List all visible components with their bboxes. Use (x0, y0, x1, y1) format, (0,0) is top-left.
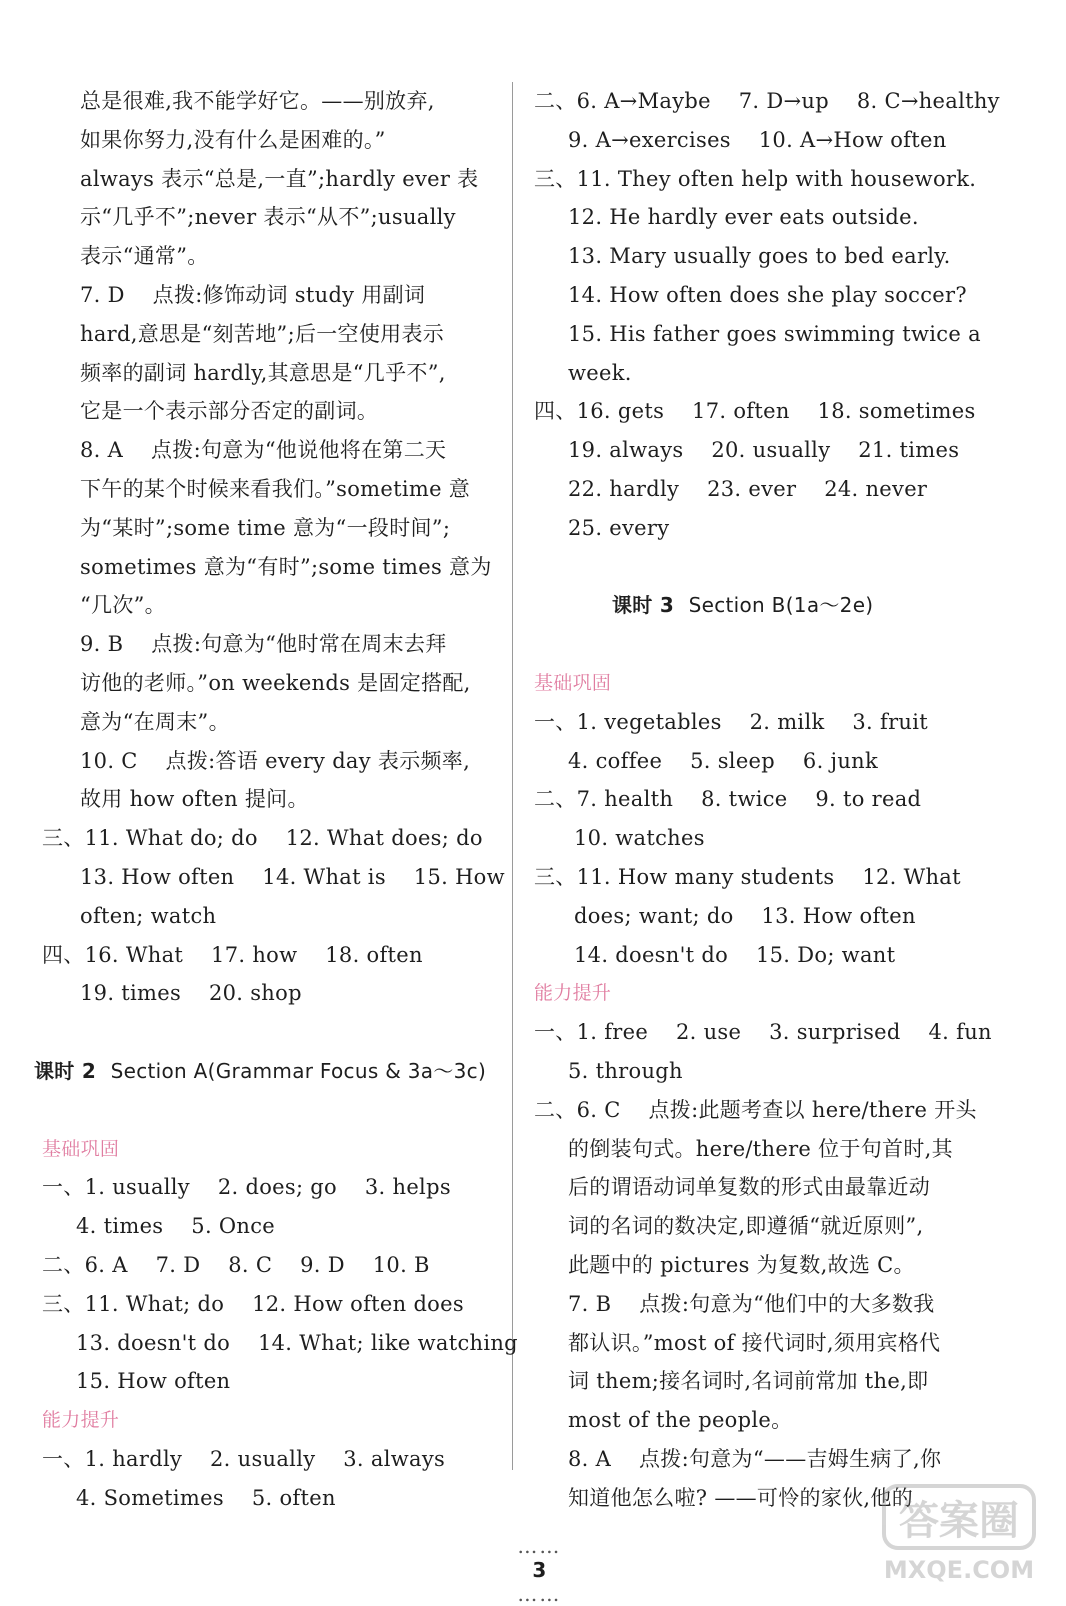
answer-line: 一、1. free 2. use 3. surprised 4. fun (534, 1020, 992, 1045)
answer-line: always 表示“总是,一直”;hardly ever 表 (80, 166, 479, 191)
answer-line: 10. watches (574, 826, 705, 851)
lesson-section: Section B(1a～2e) (688, 593, 874, 618)
footer-dots-left: …… (517, 1534, 562, 1558)
answer-line: most of the people。 (568, 1408, 793, 1433)
answer-line: 故用 how often 提问。 (80, 787, 309, 812)
answer-line: 二、6. A 7. D 8. C 9. D 10. B (42, 1253, 430, 1277)
answer-line: 如果你努力,没有什么是困难的。” (80, 127, 386, 152)
section-subheading: 能力提升 (534, 982, 612, 1005)
answer-line: sometimes 意为“有时”;some times 意为 (80, 554, 492, 579)
answer-line: 此题中的 pictures 为复数,故选 C。 (568, 1253, 915, 1277)
answer-line: hard,意思是“刻苦地”;后一空使用表示 (80, 321, 445, 346)
answer-line: 为“某时”;some time 意为“一段时间”; (80, 515, 451, 540)
section-subheading: 基础巩固 (534, 672, 612, 694)
answer-line: 三、11. What; do 12. How often does (42, 1291, 464, 1316)
answer-line: 示“几乎不”;never 表示“从不”;usually (80, 205, 456, 230)
answer-line: 都认识。”most of 接代词时,须用宾格代 (568, 1330, 941, 1355)
answer-line: 三、11. What do; do 12. What does; do (42, 826, 483, 851)
answer-line: 一、1. usually 2. does; go 3. helps (42, 1175, 451, 1200)
answer-line: 下午的某个时候来看我们。”sometime 意 (80, 477, 471, 501)
answer-line: 二、6. C 点拨:此题考查以 here/there 开头 (534, 1097, 977, 1122)
answer-line: 15. How often (76, 1369, 231, 1394)
section-subheading: 基础巩固 (42, 1137, 120, 1160)
answer-line: 二、6. A→Maybe 7. D→up 8. C→healthy (534, 89, 1000, 113)
answer-line: 四、16. gets 17. often 18. sometimes (534, 399, 976, 424)
watermark-bottom-text: MXQE.COM (883, 1556, 1035, 1584)
answer-line: 二、7. health 8. twice 9. to read (534, 787, 922, 812)
answer-line: 它是一个表示部分否定的副词。 (80, 399, 379, 424)
answer-line: 一、1. hardly 2. usually 3. always (42, 1447, 446, 1471)
watermark-logo (880, 1478, 1050, 1588)
lesson-number: 课时 2 (34, 1059, 111, 1083)
answer-line: 表示“通常”。 (80, 244, 209, 269)
answer-line: 4. coffee 5. sleep 6. junk (568, 748, 879, 773)
answer-line: 15. His father goes swimming twice a (568, 321, 981, 346)
answer-line: does; want; do 13. How often (574, 903, 916, 928)
answer-line: “几次”。 (80, 593, 166, 618)
lesson-heading (34, 1058, 486, 1084)
answer-line: 频率的副词 hardly,其意思是“几乎不”, (80, 360, 446, 385)
answer-line: 三、11. How many students 12. What (534, 865, 961, 889)
lesson-heading (612, 592, 873, 618)
answer-line: 19. times 20. shop (80, 981, 302, 1006)
answer-line: 的倒装句式。here/there 位于句首时,其 (568, 1136, 953, 1161)
answer-line: 一、1. vegetables 2. milk 3. fruit (534, 709, 928, 734)
answer-line: 意为“在周末”。 (80, 709, 230, 734)
answer-line: 词的名词的数决定,即遵循“就近原则”, (568, 1214, 924, 1239)
answer-line: 7. D 点拨:修饰动词 study 用副词 (80, 283, 426, 307)
answer-line: 14. How often does she play soccer? (568, 283, 967, 307)
answer-line: 25. every (568, 515, 670, 540)
answer-line: 总是很难,我不能学好它。——别放弃, (80, 89, 435, 113)
answer-line: 四、16. What 17. how 18. often (42, 942, 423, 967)
answer-line: 4. times 5. Once (76, 1214, 276, 1239)
section-subheading: 能力提升 (42, 1409, 120, 1432)
footer-dots-right: …… (517, 1582, 562, 1606)
answer-line: 12. He hardly ever eats outside. (568, 205, 919, 230)
answer-line: 后的谓语动词单复数的形式由最靠近动 (568, 1175, 931, 1200)
answer-line: 14. doesn't do 15. Do; want (574, 942, 896, 967)
answer-line: 知道他怎么啦? ——可怜的家伙,他的 (568, 1485, 914, 1510)
lesson-number: 课时 3 (612, 593, 689, 618)
answer-line: 5. through (568, 1059, 683, 1083)
answer-line: 三、11. They often help with housework. (534, 166, 977, 191)
answer-line: 13. doesn't do 14. What; like watching (76, 1330, 518, 1355)
answer-line: 9. B 点拨:句意为“他时常在周末去拜 (80, 632, 447, 657)
answer-line: week. (568, 360, 632, 385)
answer-line: 22. hardly 23. ever 24. never (568, 477, 928, 501)
answer-line: 10. C 点拨:答语 every day 表示频率, (80, 748, 471, 773)
lesson-section: Section A(Grammar Focus & 3a～3c) (110, 1059, 487, 1083)
watermark-mark (884, 1486, 1034, 1584)
answer-line: 9. A→exercises 10. A→How often (568, 127, 947, 152)
answer-line: 4. Sometimes 5. often (76, 1485, 336, 1510)
watermark-top-text: 答案圈 (899, 1498, 1019, 1544)
answer-line: 13. Mary usually goes to bed early. (568, 244, 951, 269)
answer-line: 19. always 20. usually 21. times (568, 438, 960, 463)
answer-line: 8. A 点拨:句意为“——吉姆生病了,你 (568, 1447, 942, 1471)
page-number: 3 (532, 1558, 547, 1582)
answer-line: 7. B 点拨:句意为“他们中的大多数我 (568, 1291, 935, 1316)
answer-line: 13. How often 14. What is 15. How (80, 865, 505, 889)
column-divider (512, 82, 513, 1470)
answer-line: 8. A 点拨:句意为“他说他将在第二天 (80, 438, 447, 463)
answer-line: 词 them;接名词时,名词前常加 the,即 (568, 1369, 929, 1394)
answer-line: often; watch (80, 903, 217, 928)
answer-line: 访他的老师。”on weekends 是固定搭配, (80, 671, 471, 695)
